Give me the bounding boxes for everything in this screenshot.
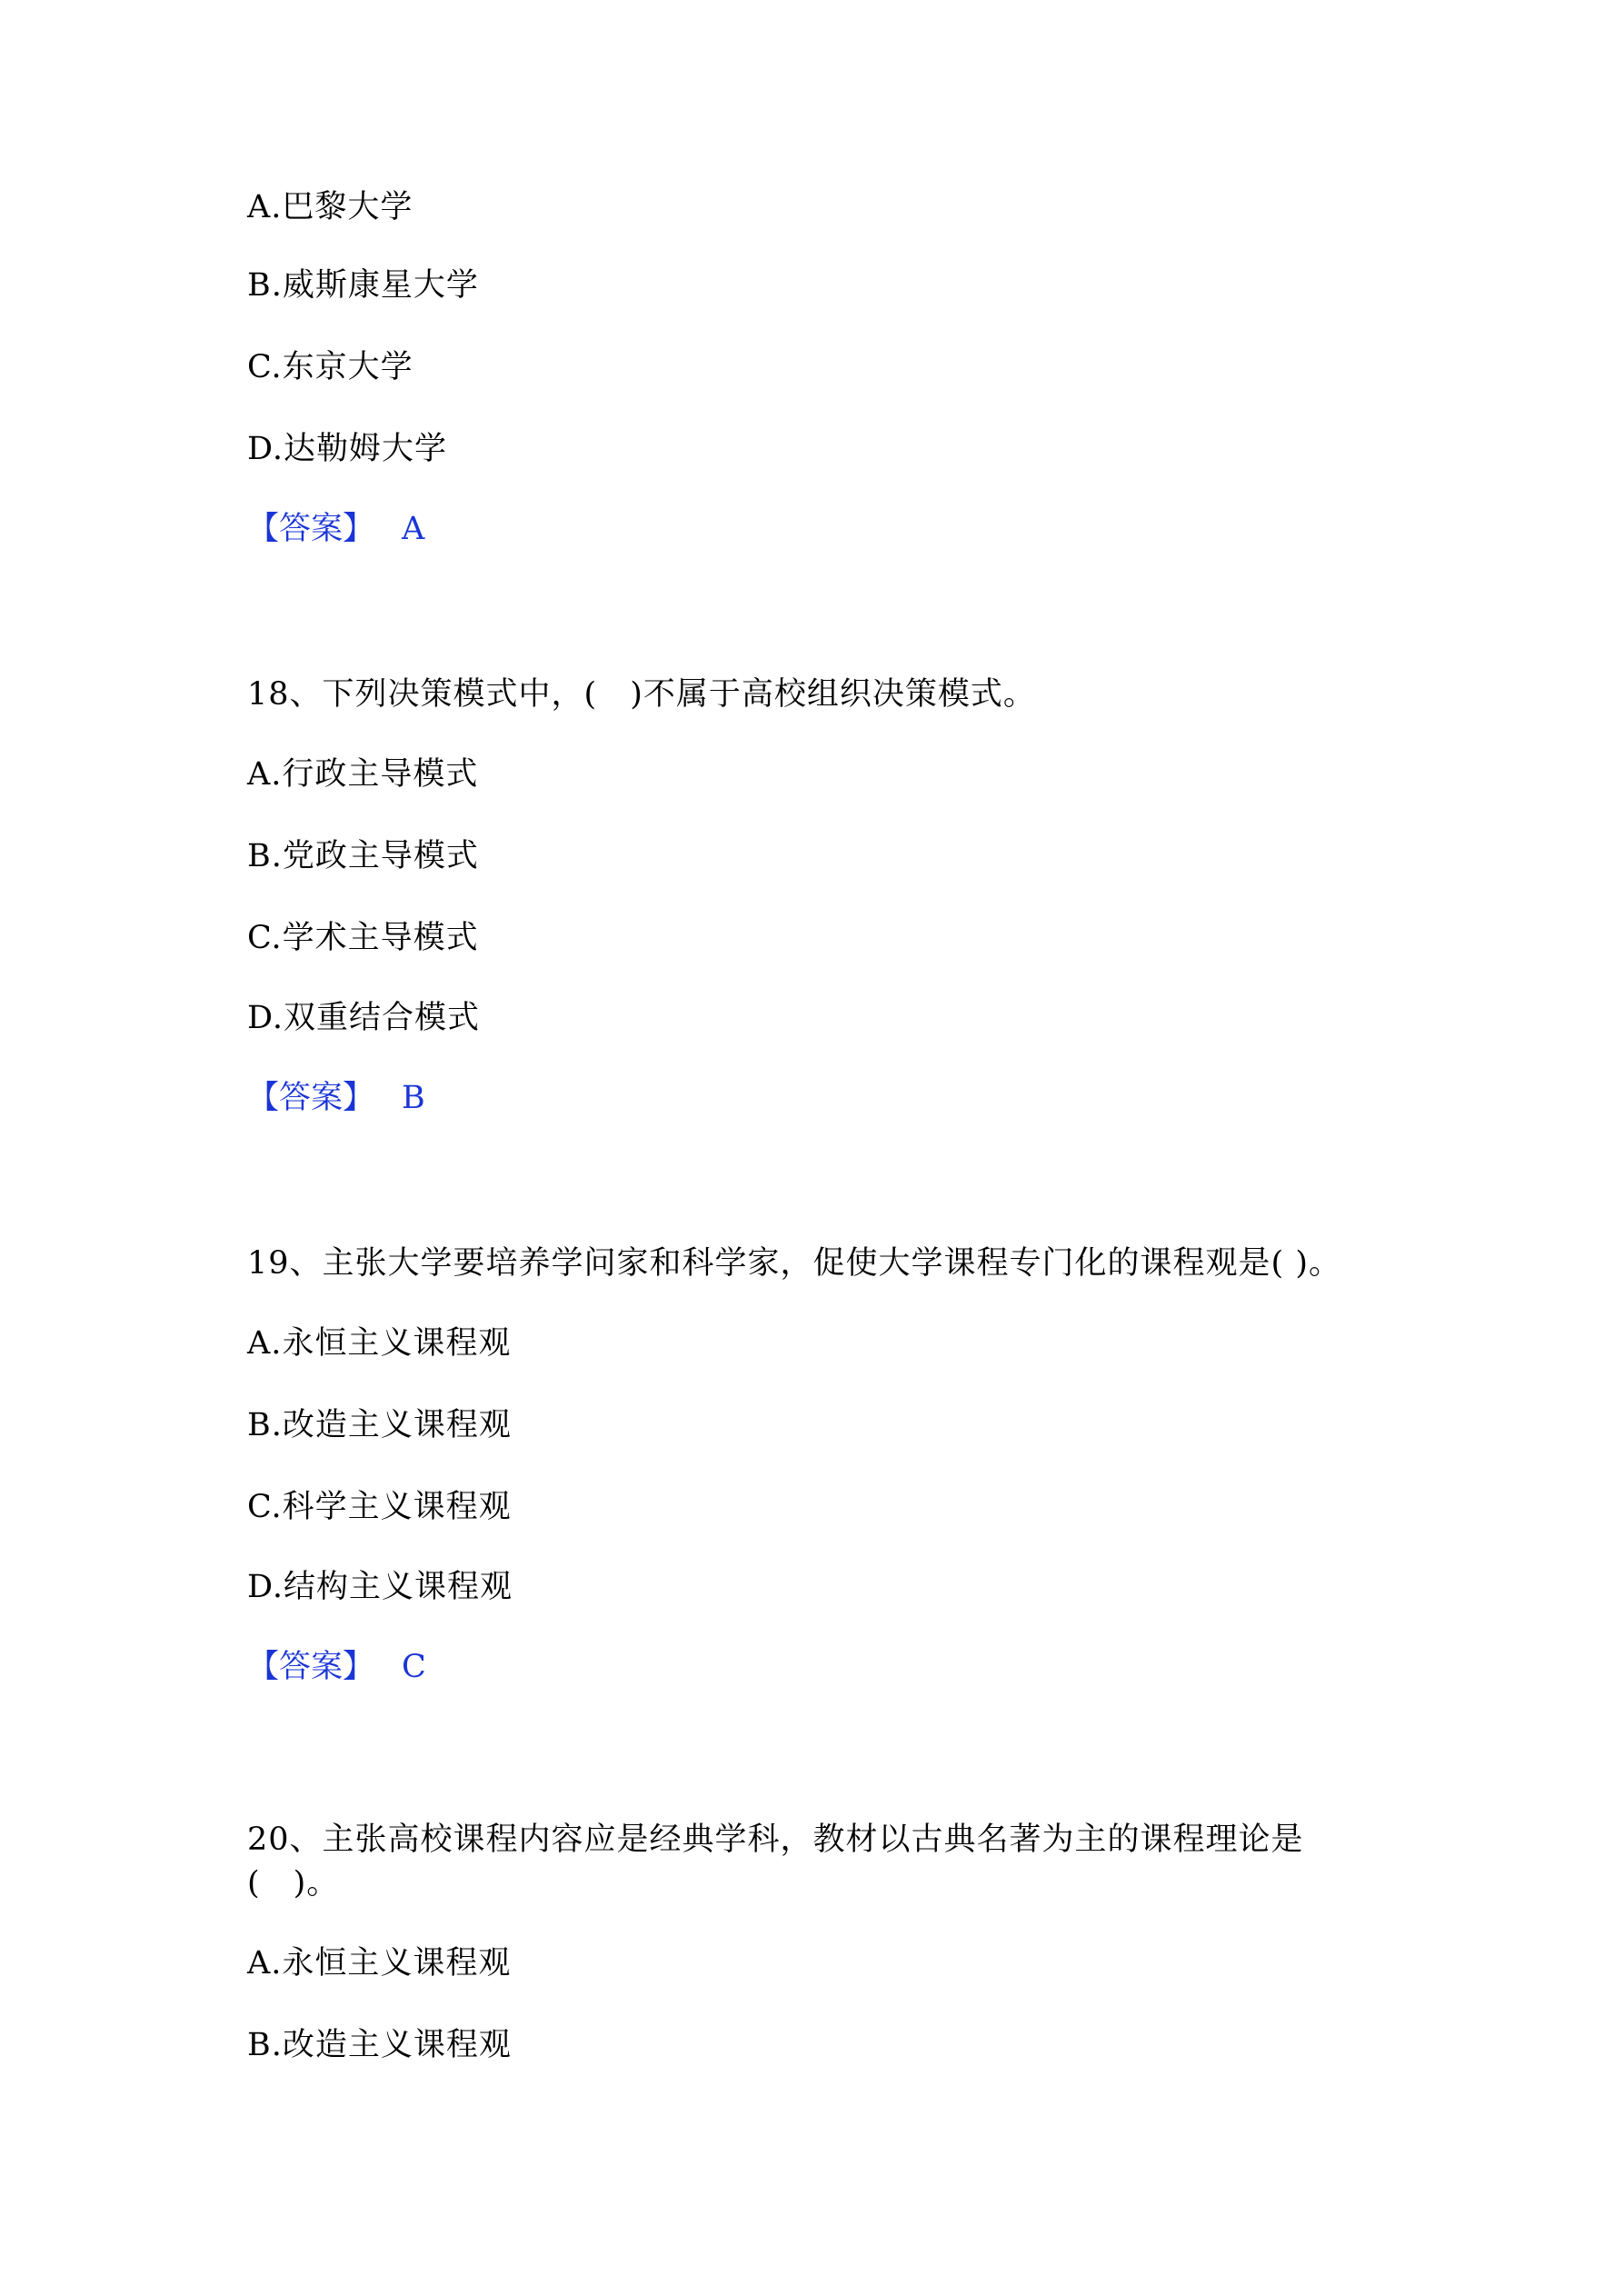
q19-question: 19、主张大学要培养学问家和科学家，促使大学课程专门化的课程观是( )。: [247, 1245, 1341, 1282]
q18-option-b: B.党政主导模式: [247, 838, 479, 874]
q18-option-a: A.行政主导模式: [247, 756, 479, 793]
q17-option-d: D.达勒姆大学: [247, 431, 447, 467]
q18-answer-label: 【答案】: [247, 1080, 375, 1116]
q20-option-b: B.改造主义课程观: [247, 2027, 512, 2063]
q19-option-a: A.永恒主义课程观: [247, 1325, 512, 1362]
q18-question: 18、下列决策模式中，( )不属于高校组织决策模式。: [247, 676, 1036, 713]
q17-answer-label: 【答案】: [247, 511, 375, 547]
q19-answer-value: C: [402, 1649, 426, 1685]
q20-question-line2: ( )。: [247, 1865, 340, 1902]
q20-option-a: A.永恒主义课程观: [247, 1945, 512, 1982]
q19-option-c: C.科学主义课程观: [247, 1489, 512, 1525]
q17-answer-value: A: [402, 511, 425, 547]
q17-option-b: B.威斯康星大学: [247, 267, 479, 304]
q19-option-b: B.改造主义课程观: [247, 1407, 512, 1443]
q17-option-c: C.东京大学: [247, 349, 413, 385]
q17-answer: [247, 509, 424, 549]
q19-answer-label: 【答案】: [247, 1649, 375, 1685]
q18-answer-value: B: [402, 1080, 425, 1116]
q19-option-d: D.结构主义课程观: [247, 1569, 513, 1605]
q18-option-d: D.双重结合模式: [247, 1000, 480, 1036]
q18-answer: [247, 1078, 425, 1118]
q17-option-a: A.巴黎大学: [247, 189, 413, 225]
q19-answer: [247, 1647, 426, 1687]
q18-option-c: C.学术主导模式: [247, 920, 479, 956]
q20-question-line1: 20、主张高校课程内容应是经典学科，教材以古典名著为主的课程理论是: [247, 1822, 1304, 1858]
